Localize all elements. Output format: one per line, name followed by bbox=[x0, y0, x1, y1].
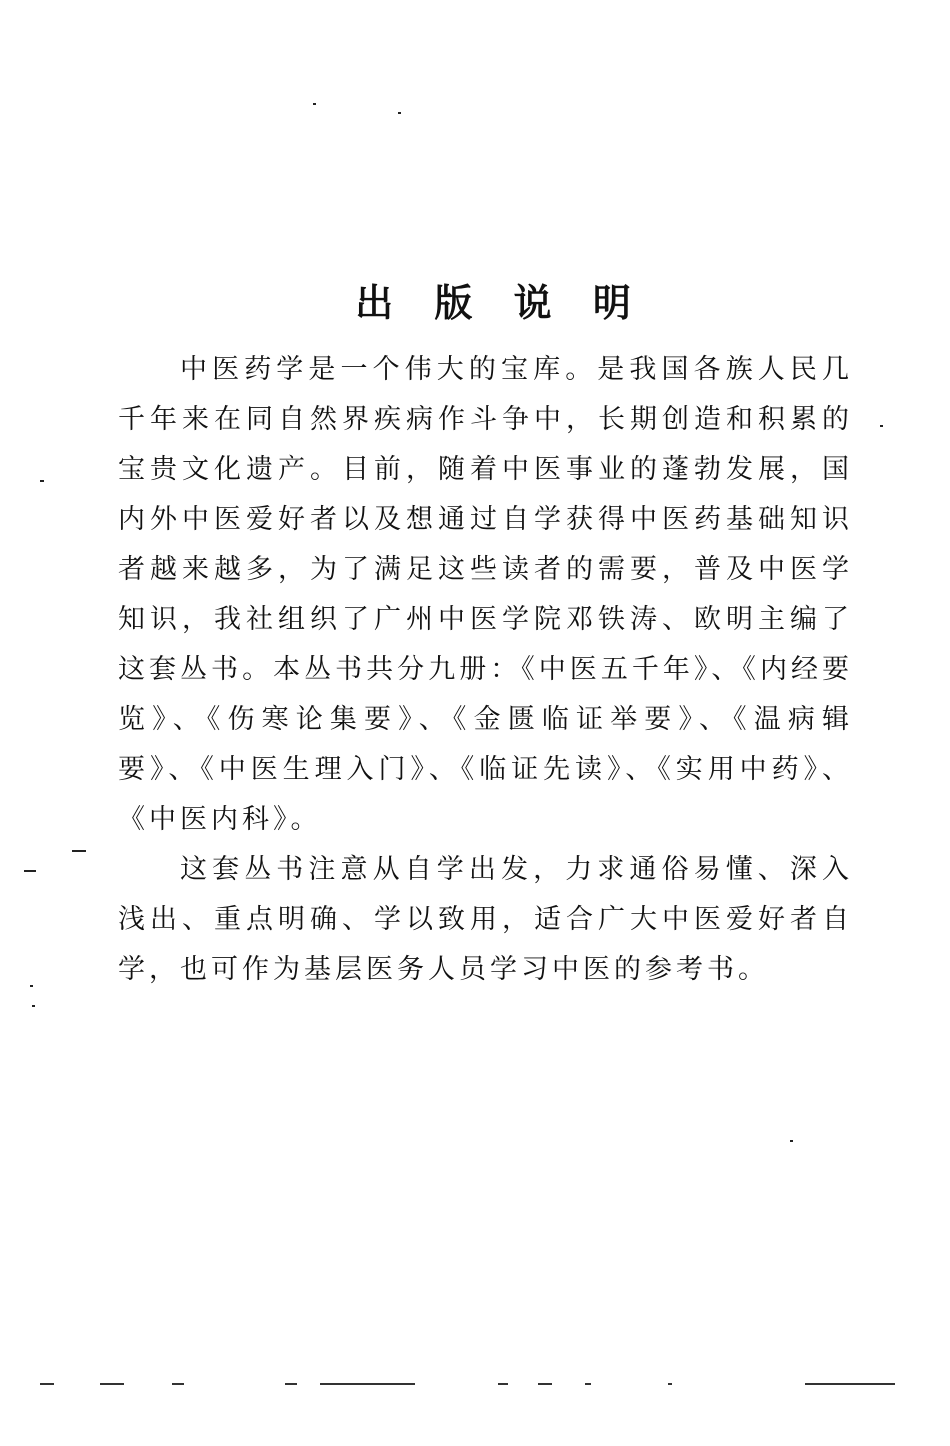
scan-speck bbox=[30, 985, 33, 987]
scan-edge-line bbox=[320, 1383, 415, 1385]
scan-edge-line bbox=[498, 1383, 508, 1385]
scan-edge-line bbox=[538, 1383, 552, 1385]
scan-speck bbox=[790, 1140, 793, 1142]
scan-edge-line bbox=[285, 1383, 297, 1385]
scan-edge-line bbox=[172, 1383, 184, 1385]
body-text bbox=[118, 345, 853, 995]
paragraph-purpose: 这套丛书注意从自学出发，力求通俗易懂、深入浅出、重点明确、学以致用，适合广大中医爱好者自学，也可作为基层医务人员学习中医的参考书。 bbox=[118, 854, 853, 985]
page-title: 出 版 说 明 bbox=[355, 280, 645, 326]
paragraph-intro: 中医药学是一个伟大的宝库。是我国各族人民几千年来在同自然界疾病作斗争中，长期创造和积累的宝贵文化遗产。目前，随着中医事业的蓬勃发展，国内外中医爱好者以及想通过自学获得中医药基础知识者越来越多，为了满足这些读者的需要，普及中医学知识，我社组织了广州中医学院邓铁涛、欧明主编了这套丛书。本丛书共分九册：《中医五千年》、《内经要览》、《伤寒论集要》、《金匮临证举要》、《温病辑要》、《中医生理入门》、《临证先读》、《实用中药》、《中医内科》。 bbox=[118, 354, 853, 835]
scan-edge-line bbox=[40, 1383, 54, 1385]
scan-edge-line bbox=[805, 1383, 895, 1385]
scan-speck bbox=[32, 1005, 35, 1007]
scan-speck bbox=[72, 850, 86, 852]
scan-speck bbox=[398, 112, 401, 114]
scan-speck bbox=[40, 480, 44, 482]
scan-speck bbox=[880, 425, 883, 427]
scan-speck bbox=[24, 870, 36, 872]
scan-speck bbox=[313, 103, 316, 105]
scan-edge-line bbox=[668, 1383, 672, 1385]
scan-edge-line bbox=[585, 1383, 591, 1385]
scan-edge-line bbox=[100, 1383, 124, 1385]
